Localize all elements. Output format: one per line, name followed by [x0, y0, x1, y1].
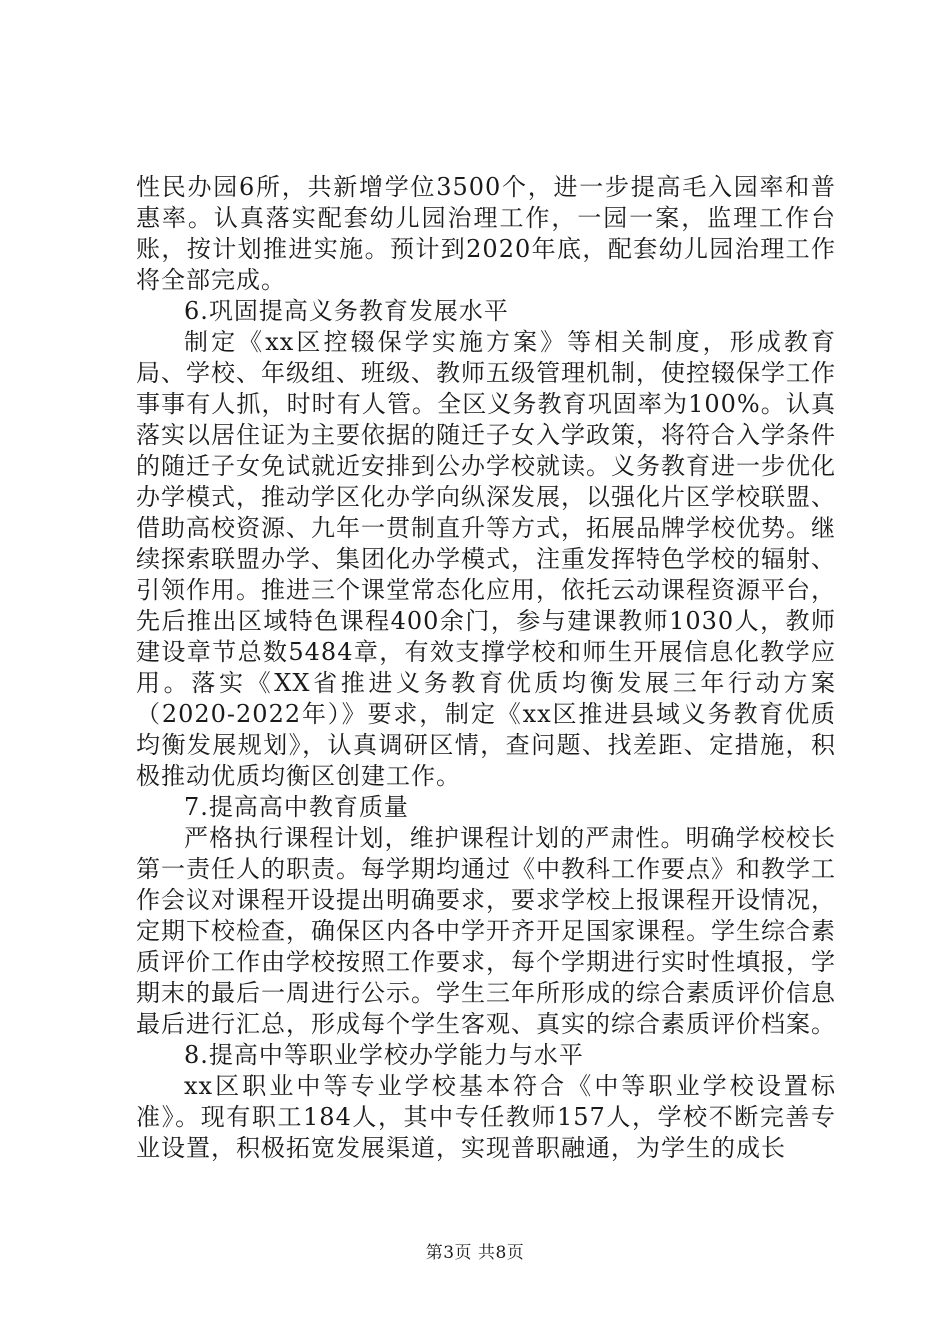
paragraph-section-6: 制定《xx区控辍保学实施方案》等相关制度，形成教育局、学校、年级组、班级、教师五级管理机制，使控辍保学工作事事有人抓，时时有人管。全区义务教育巩固率为100%。认真落实以居住证为主要依据的随迁子女入学政策，将符合入学条件的随迁子女免试就近安排到公办学校就读。义务教育进一步优化办学模式，推动学区化办学向纵深发展，以强化片区学校联盟、借助高校资源、九年一贯制直升等方式，拓展品牌学校优势。继续探索联盟办学、集团化办学模式，注重发挥特色学校的辐射、引领作用。推进三个课堂常态化应用，依托云动课程资源平台，先后推出区域特色课程400余门，参与建课教师1030人，教师建设章节总数5484章，有效支撑学校和师生开展信息化教学应用。落实《XX省推进义务教育优质均衡发展三年行动方案（2020-2022年）》要求，制定《xx区推进县域义务教育优质均衡发展规划》，认真调研区情，查问题、找差距、定措施，积极推动优质均衡区创建工作。	[136, 328, 836, 790]
section-heading-8: 8.提高中等职业学校办学能力与水平	[184, 1041, 584, 1069]
section-heading-7: 7.提高高中教育质量	[184, 793, 409, 821]
paragraph-section-8: xx区职业中等专业学校基本符合《中等职业学校设置标准》。现有职工184人，其中专任教师157人，学校不断完善专业设置，积极拓宽发展渠道，实现普职融通，为学生的成长	[136, 1072, 836, 1162]
document-body	[136, 172, 836, 1164]
page-number-footer: 第3页 共8页	[425, 1243, 525, 1263]
paragraph-continued: 性民办园6所，共新增学位3500个，进一步提高毛入园率和普惠率。认真落实配套幼儿园治理工作，一园一案，监理工作台账，按计划推进实施。预计到2020年底，配套幼儿园治理工作将全部完成。	[136, 173, 836, 294]
section-heading-6: 6.巩固提高义务教育发展水平	[184, 297, 509, 325]
paragraph-section-7: 严格执行课程计划，维护课程计划的严肃性。明确学校校长第一责任人的职责。每学期均通过《中教科工作要点》和教学工作会议对课程开设提出明确要求，要求学校上报课程开设情况，定期下校检查，确保区内各中学开齐开足国家课程。学生综合素质评价工作由学校按照工作要求，每个学期进行实时性填报，学期末的最后一周进行公示。学生三年所形成的综合素质评价信息最后进行汇总，形成每个学生客观、真实的综合素质评价档案。	[136, 824, 836, 1038]
